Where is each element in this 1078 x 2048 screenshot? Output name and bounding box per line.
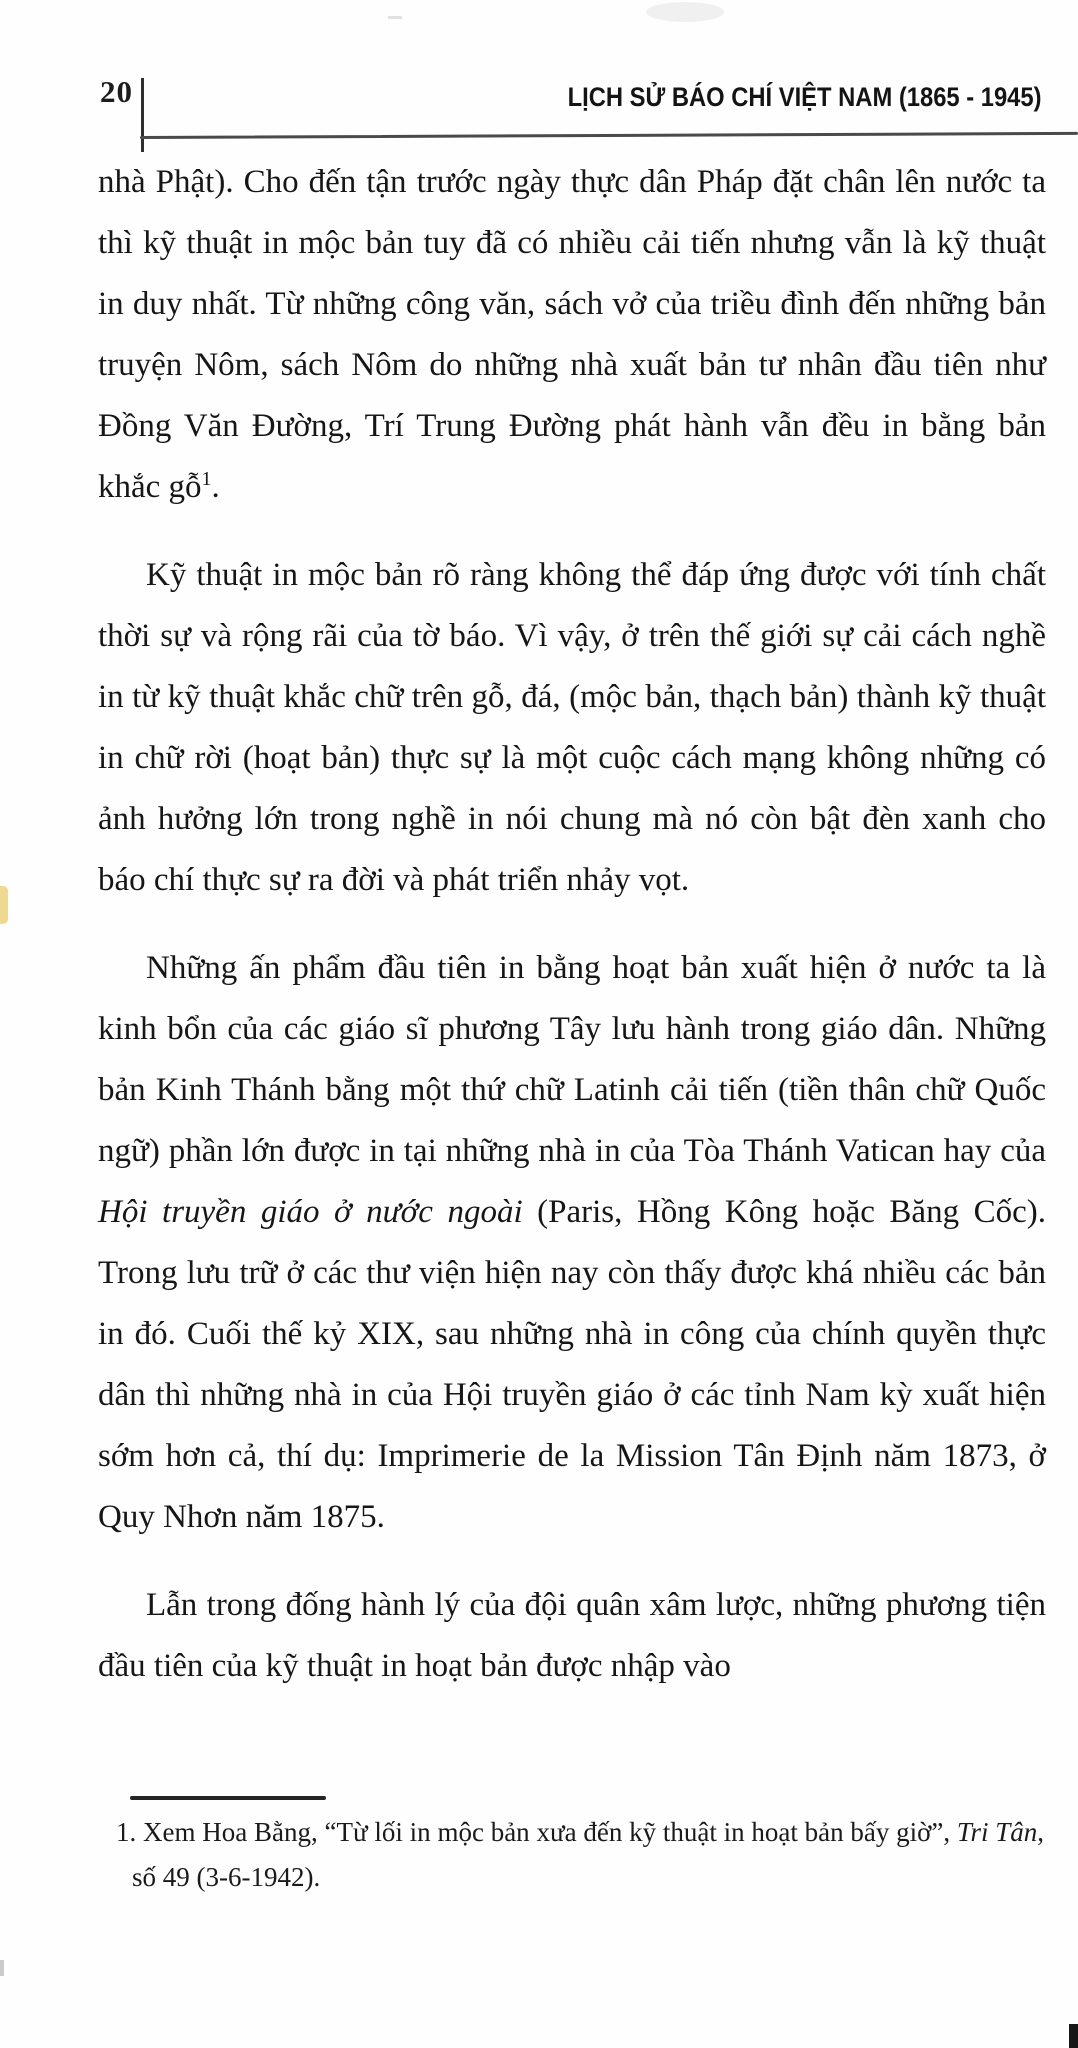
scan-artifact-left-yellow	[0, 886, 8, 924]
page-body	[98, 152, 1046, 1724]
text-segment: nhà Phật). Cho đến tận trước ngày thực dân Pháp đặt chân lên nước ta thì kỹ thuật in mộc bản tuy đã có nhiều cải tiến nhưng vẫn là kỹ thuật in duy nhất. Từ những công văn, sách vở của triều đình đến những bản truyện Nôm, sách Nôm do những nhà xuất bản tư nhân đầu tiên như Đồng Văn Đường, Trí Trung Đường phát hành vẫn đều in bằng bản khắc gỗ	[98, 164, 1046, 505]
scan-artifact-left-gray	[0, 1960, 4, 1976]
scan-artifact-bottom-right	[1069, 2024, 1078, 2048]
footnote-ref-marker: 1	[201, 468, 212, 490]
page-header	[0, 0, 1078, 150]
text-segment: (Paris, Hồng Kông hoặc Băng Cốc). Trong lưu trữ ở các thư viện hiện nay còn thấy được khá nhiều các bản in đó. Cuối thế kỷ XIX, sau những nhà in công của chính quyền thực dân thì những nhà in của Hội truyền giáo ở các tỉnh Nam kỳ xuất hiện sớm hơn cả, thí dụ: Imprimerie de la Mission Tân Định năm 1873, ở Quy Nhơn năm 1875.	[98, 1194, 1046, 1535]
header-divider-line	[141, 78, 144, 152]
paragraph	[98, 152, 1046, 518]
footnote-separator-rule	[130, 1796, 326, 1800]
running-title: LỊCH SỬ BÁO CHÍ VIỆT NAM (1865 - 1945)	[568, 82, 1042, 112]
text-segment: .	[211, 469, 220, 505]
text-segment: 1. Xem Hoa Bằng, “Từ lối in mộc bản xưa đến kỹ thuật in hoạt bản bấy giờ”,	[116, 1817, 957, 1847]
page-number: 20	[100, 74, 133, 109]
text-segment: Kỹ thuật in mộc bản rõ ràng không thể đáp ứng được với tính chất thời sự và rộng rãi của tờ báo. Vì vậy, ở trên thế giới sự cải cách nghề in từ kỹ thuật khắc chữ trên gỗ, đá, (mộc bản, thạch bản) thành kỹ thuật in chữ rời (hoạt bản) thực sự là một cuộc cách mạng không những có ảnh hưởng lớn trong nghề in nói chung mà nó còn bật đèn xanh cho báo chí thực sự ra đời và phát triển nhảy vọt.	[98, 557, 1046, 898]
footnote	[116, 1796, 1044, 1900]
text-segment: Những ấn phẩm đầu tiên in bằng hoạt bản xuất hiện ở nước ta là kinh bổn của các giáo sĩ phương Tây lưu hành trong giáo dân. Những bản Kinh Thánh bằng một thứ chữ Latinh cải tiến (tiền thân chữ Quốc ngữ) phần lớn được in tại những nhà in của Tòa Thánh Vatican hay của	[98, 950, 1046, 1169]
paragraph	[98, 938, 1046, 1548]
text-segment: Lẫn trong đống hành lý của đội quân xâm lược, những phương tiện đầu tiên của kỹ thuật in hoạt bản được nhập vào	[98, 1587, 1046, 1684]
paragraph	[98, 545, 1046, 911]
text-segment-italic: Tri Tân	[956, 1817, 1038, 1847]
footnote-text	[116, 1810, 1044, 1900]
text-segment-italic: Hội truyền giáo ở nước ngoài	[98, 1194, 523, 1230]
paragraph	[98, 1575, 1046, 1697]
text-segment: , số 49 (3-6-1942).	[132, 1817, 1044, 1892]
